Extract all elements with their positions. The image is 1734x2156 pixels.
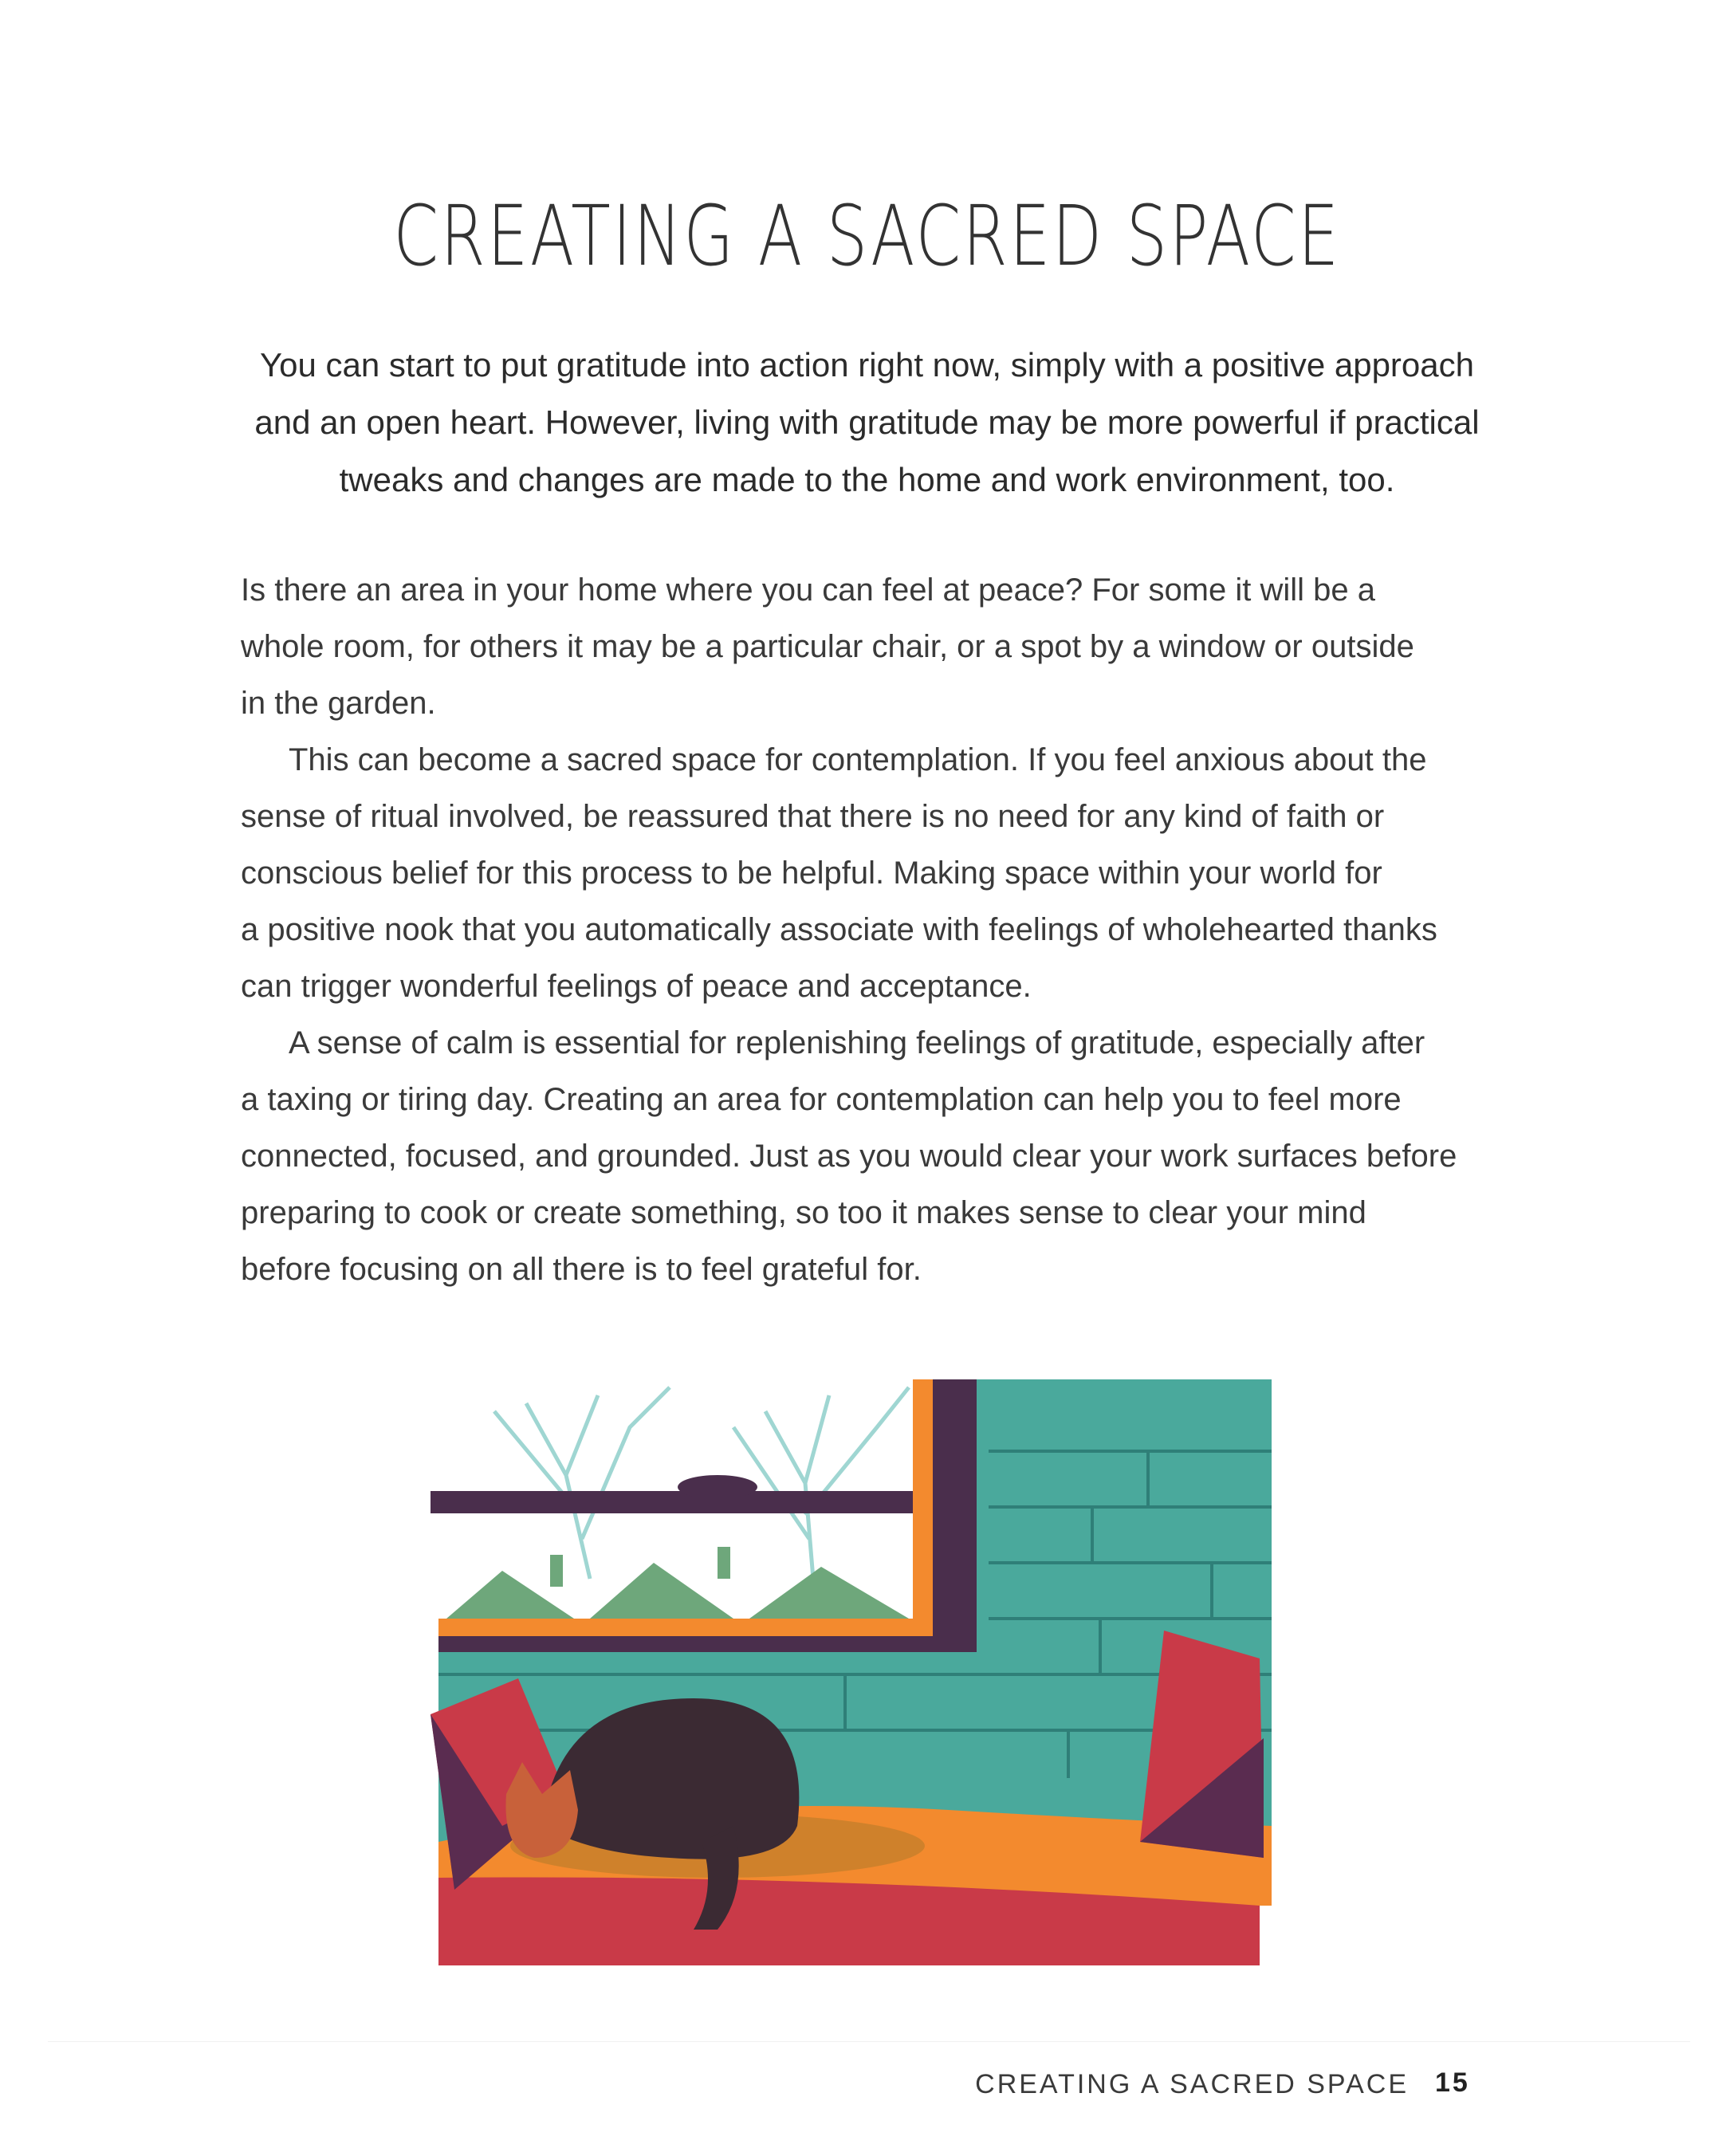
body-line: This can become a sacred space for contemplation. If you feel anxious about the <box>289 742 1427 777</box>
intro-line: and an open heart. However, living with gratitude may be more powerful if practical <box>254 403 1480 441</box>
body-line: whole room, for others it may be a particular chair, or a spot by a window or outside <box>241 629 1414 664</box>
page-number: 15 <box>1435 2067 1470 2098</box>
orange-frame-edge <box>913 1379 933 1627</box>
body-line: a taxing or tiring day. Creating an area for contemplation can help you to feel more <box>241 1082 1402 1117</box>
body-line: A sense of calm is essential for replenishing feelings of gratitude, especially after <box>289 1025 1425 1060</box>
body-line: Is there an area in your home where you can feel at peace? For some it will be a <box>241 572 1375 608</box>
page-title: CREATING A SACRED SPACE <box>393 187 1341 285</box>
intro-line: You can start to put gratitude into action right now, simply with a positive approach <box>260 346 1474 384</box>
illustration-svg <box>431 1379 1284 1965</box>
body-line: in the garden. <box>241 686 436 721</box>
body-line: a positive nook that you automatically associate with feelings of wholehearted thanks <box>241 912 1437 947</box>
footer-rule <box>48 2041 1690 2042</box>
body-line: sense of ritual involved, be reassured that there is no need for any kind of faith or <box>241 799 1385 834</box>
body-text <box>241 562 1461 1298</box>
running-head: CREATING A SACRED SPACE <box>975 2069 1409 2099</box>
body-line: preparing to cook or create something, so too it makes sense to clear your mind <box>241 1195 1366 1230</box>
body-line: connected, focused, and grounded. Just as you would clear your work surfaces before <box>241 1139 1457 1174</box>
body-line: can trigger wonderful feelings of peace and acceptance. <box>241 969 1032 1004</box>
intro-paragraph <box>223 336 1511 509</box>
body-line: conscious belief for this process to be helpful. Making space within your world for <box>241 856 1382 891</box>
body-line: before focusing on all there is to feel grateful for. <box>241 1252 922 1287</box>
intro-line: tweaks and changes are made to the home and work environment, too. <box>339 461 1395 498</box>
orange-sill <box>438 1619 933 1636</box>
cat-on-window-seat-illustration <box>431 1379 1284 1965</box>
